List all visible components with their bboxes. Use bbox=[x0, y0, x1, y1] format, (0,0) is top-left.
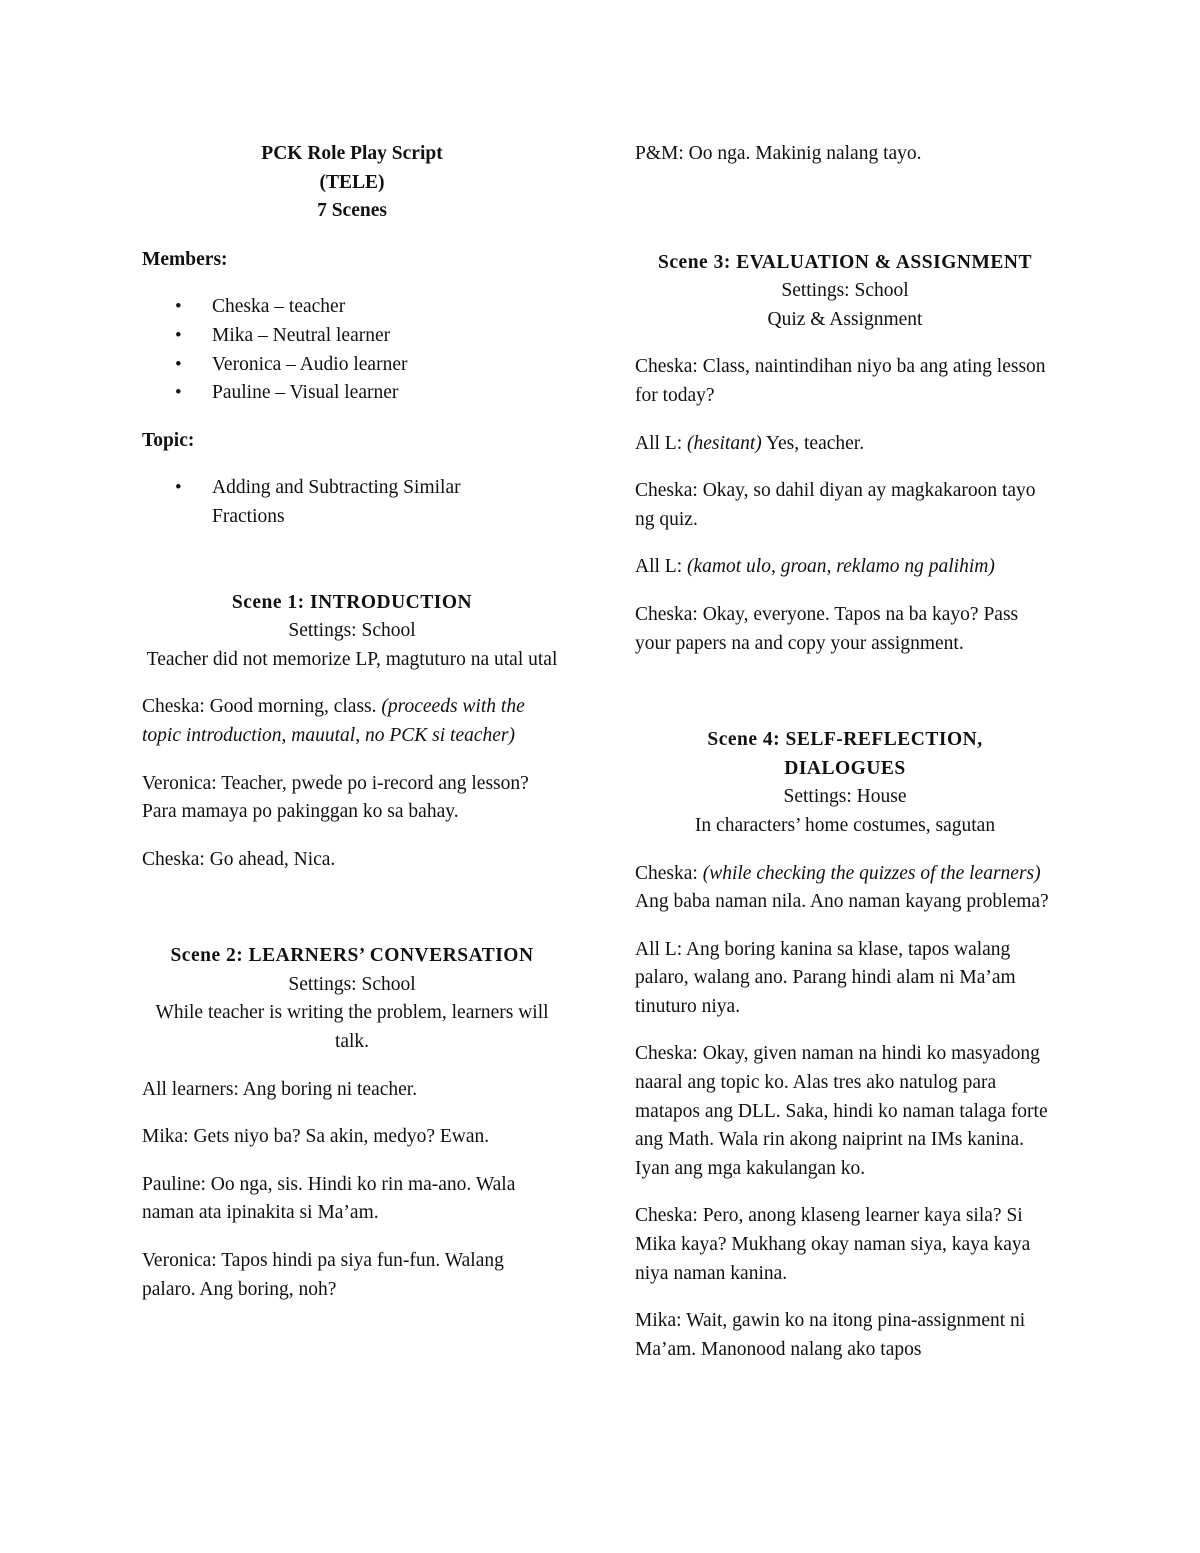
scene-1-title: Scene 1: INTRODUCTION bbox=[231, 591, 473, 613]
dialogue-line: Cheska: Go ahead, Nica. bbox=[142, 848, 336, 870]
scene-4-title: Scene 4: SELF-REFLECTION, DIALOGUES bbox=[707, 729, 983, 779]
member-item: • Mika – Neutral learner bbox=[142, 322, 562, 351]
document-header bbox=[142, 140, 562, 226]
stage-direction: (proceeds with the topic introduction, mauutal, no PCK si teacher) bbox=[142, 696, 525, 746]
dialogue-line: Cheska: Okay, so dahil diyan ay magkakaroon tayo ng quiz. bbox=[635, 480, 1036, 530]
dialogue-line: Mika: Gets niyo ba? Sa akin, medyo? Ewan. bbox=[142, 1126, 490, 1148]
topic-item: • Adding and Subtracting Similar Fractions bbox=[142, 474, 492, 531]
scene-1-settings: Settings: School bbox=[288, 620, 416, 642]
dialogue-line bbox=[635, 860, 1055, 917]
scene-4-note: In characters’ home costumes, sagutan bbox=[694, 814, 996, 836]
dialogue-line: P&M: Oo nga. Makinig nalang tayo. bbox=[635, 143, 922, 164]
member-item: • Veronica – Audio learner bbox=[142, 351, 562, 380]
scene-3-note: Quiz & Assignment bbox=[767, 308, 923, 330]
scene-2-title: Scene 2: LEARNERS’ CONVERSATION bbox=[170, 945, 534, 967]
left-column bbox=[142, 140, 562, 1304]
line-text: Cheska: bbox=[635, 862, 703, 884]
dialogue-line bbox=[635, 553, 1055, 582]
dialogue-line: Cheska: Class, naintindihan niyo ba ang ating lesson for today? bbox=[635, 356, 1046, 406]
line-text: All L: bbox=[635, 432, 687, 454]
dialogue-line bbox=[635, 430, 1055, 459]
line-text: Yes, teacher. bbox=[761, 432, 865, 454]
topic-list bbox=[142, 474, 492, 531]
member-item: • Pauline – Visual learner bbox=[142, 379, 562, 408]
dialogue-line: Cheska: Pero, anong klaseng learner kaya sila? Si Mika kaya? Mukhang okay naman siya, kaya kaya niya naman kanina. bbox=[635, 1205, 1031, 1284]
scene-2-settings: Settings: School bbox=[288, 973, 416, 995]
scene-2-heading bbox=[142, 942, 562, 1056]
document-subtitle: (TELE) bbox=[319, 171, 385, 193]
document-title: PCK Role Play Script bbox=[261, 143, 443, 164]
line-text: All L: bbox=[635, 556, 687, 578]
member-item: • Cheska – teacher bbox=[142, 293, 562, 322]
stage-direction: (hesitant) bbox=[687, 432, 762, 454]
scene-4-heading bbox=[635, 726, 1055, 840]
dialogue-line: Cheska: Okay, everyone. Tapos na ba kayo? Pass your papers na and copy your assignment. bbox=[635, 603, 1019, 654]
members-list bbox=[142, 293, 562, 407]
dialogue-line bbox=[142, 693, 562, 750]
dialogue-line: All learners: Ang boring ni teacher. bbox=[142, 1078, 418, 1100]
dialogue-line: Pauline: Oo nga, sis. Hindi ko rin ma-ano. Wala naman ata ipinakita si Ma’am. bbox=[142, 1173, 516, 1224]
line-text: Ang baba naman nila. Ano naman kayang problema? bbox=[635, 891, 1049, 913]
dialogue-line: Veronica: Tapos hindi pa siya fun-fun. Walang palaro. Ang boring, noh? bbox=[142, 1250, 504, 1300]
dialogue-line: All L: Ang boring kanina sa klase, tapos walang palaro, walang ano. Parang hindi alam ni Ma’am tinuturo niya. bbox=[635, 938, 1016, 1017]
scene-4-settings: Settings: House bbox=[783, 786, 907, 808]
dialogue-line: Mika: Wait, gawin ko na itong pina-assignment ni Ma’am. Manonood nalang ako tapos bbox=[635, 1310, 1026, 1360]
scene-3-heading bbox=[635, 249, 1055, 335]
scene-2-note: While teacher is writing the problem, learners will talk. bbox=[155, 1002, 549, 1053]
line-text: Cheska: Good morning, class. bbox=[142, 696, 382, 718]
stage-direction: (while checking the quizzes of the learners) bbox=[702, 862, 1041, 884]
scene-1-note: Teacher did not memorize LP, magtuturo na utal utal bbox=[146, 648, 558, 670]
right-column bbox=[635, 140, 1055, 1364]
members-label: Members: bbox=[142, 248, 228, 270]
scene-1-heading bbox=[142, 589, 562, 675]
dialogue-line: Veronica: Teacher, pwede po i-record ang lesson? Para mamaya po pakinggan ko sa bahay. bbox=[142, 772, 529, 823]
scene-3-settings: Settings: School bbox=[781, 280, 909, 302]
scene-3-title: Scene 3: EVALUATION & ASSIGNMENT bbox=[658, 251, 1032, 273]
dialogue-line: Cheska: Okay, given naman na hindi ko masyadong naaral ang topic ko. Alas tres ako natulog para matapos ang DLL. Saka, hindi ko naman talaga forte ang Math. Wala rin akong naiprint na IMs kanina. Iyan ang mga kakulangan ko. bbox=[635, 1043, 1048, 1179]
scenes-count: 7 Scenes bbox=[317, 200, 387, 222]
topic-label: Topic: bbox=[142, 429, 195, 451]
stage-direction: (kamot ulo, groan, reklamo ng palihim) bbox=[687, 556, 995, 578]
